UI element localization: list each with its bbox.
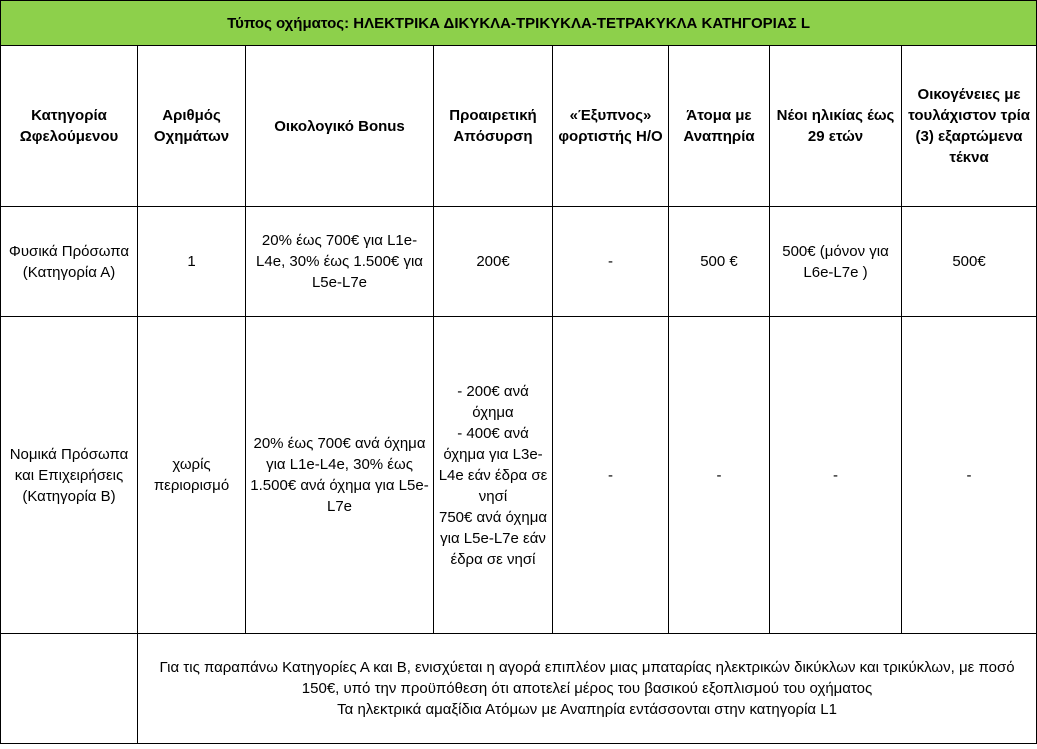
cell-disability: 500 €	[669, 207, 770, 317]
header-category: Κατηγορία Ωφελούμενου	[1, 46, 138, 207]
cell-vehicles: χωρίς περιορισμό	[138, 317, 246, 634]
cell-young: -	[770, 317, 902, 634]
header-families: Οικογένειες με τουλάχιστον τρία (3) εξαρτώμενα τέκνα	[902, 46, 1037, 207]
header-withdrawal: Προαιρετική Απόσυρση	[434, 46, 553, 207]
note-cell	[138, 634, 1037, 744]
header-vehicles: Αριθμός Οχημάτων	[138, 46, 246, 207]
cell-families: -	[902, 317, 1037, 634]
cell-vehicles: 1	[138, 207, 246, 317]
cell-category: Φυσικά Πρόσωπα (Κατηγορία Α)	[1, 207, 138, 317]
cell-withdrawal: 200€	[434, 207, 553, 317]
table-row	[1, 317, 1037, 634]
header-row	[1, 46, 1037, 207]
header-disability: Άτομα με Αναπηρία	[669, 46, 770, 207]
note-row	[1, 634, 1037, 744]
note-line: Τα ηλεκτρικά αμαξίδια Ατόμων με Αναπηρία εντάσσονται στην κατηγορία L1	[337, 701, 837, 718]
header-young: Νέοι ηλικίας έως 29 ετών	[770, 46, 902, 207]
cell-eco-bonus: 20% έως 700€ για L1e-L4e, 30% έως 1.500€ για L5e-L7e	[246, 207, 434, 317]
withdrawal-line: - 400€ ανά όχημα για L3e-L4e εάν έδρα σε νησί	[438, 424, 548, 505]
cell-withdrawal	[434, 317, 553, 634]
header-eco-bonus: Οικολογικό Bonus	[246, 46, 434, 207]
withdrawal-line: - 200€ ανά όχημα	[457, 382, 529, 421]
note-empty-cell	[1, 634, 138, 744]
header-charger: «Έξυπνος» φορτιστής Η/Ο	[553, 46, 669, 207]
title-row	[1, 1, 1037, 46]
note-line: Για τις παραπάνω Κατηγορίες Α και Β, ενισχύεται η αγορά επιπλέον μιας μπαταρίας ηλεκτρικών δικύκλων και τρικύκλων, με ποσό 150€, υπό την προϋπόθεση ότι αποτελεί μέρος του βασικού εξοπλισμού του οχήματος	[159, 659, 1015, 697]
cell-young: 500€ (μόνον για L6e-L7e )	[770, 207, 902, 317]
cell-category: Νομικά Πρόσωπα και Επιχειρήσεις (Κατηγορία Β)	[1, 317, 138, 634]
table-row	[1, 207, 1037, 317]
cell-eco-bonus: 20% έως 700€ ανά όχημα για L1e-L4e, 30% έως 1.500€ ανά όχημα για L5e-L7e	[246, 317, 434, 634]
cell-charger: -	[553, 317, 669, 634]
cell-disability: -	[669, 317, 770, 634]
withdrawal-line: 750€ ανά όχημα για L5e-L7e εάν έδρα σε νησί	[438, 508, 548, 568]
table-title: Τύπος οχήματος: ΗΛΕΚΤΡΙΚΑ ΔΙΚΥΚΛΑ-ΤΡΙΚΥΚΛΑ-ΤΕΤΡΑΚΥΚΛΑ ΚΑΤΗΓΟΡΙΑΣ L	[1, 1, 1037, 46]
cell-charger: -	[553, 207, 669, 317]
cell-families: 500€	[902, 207, 1037, 317]
